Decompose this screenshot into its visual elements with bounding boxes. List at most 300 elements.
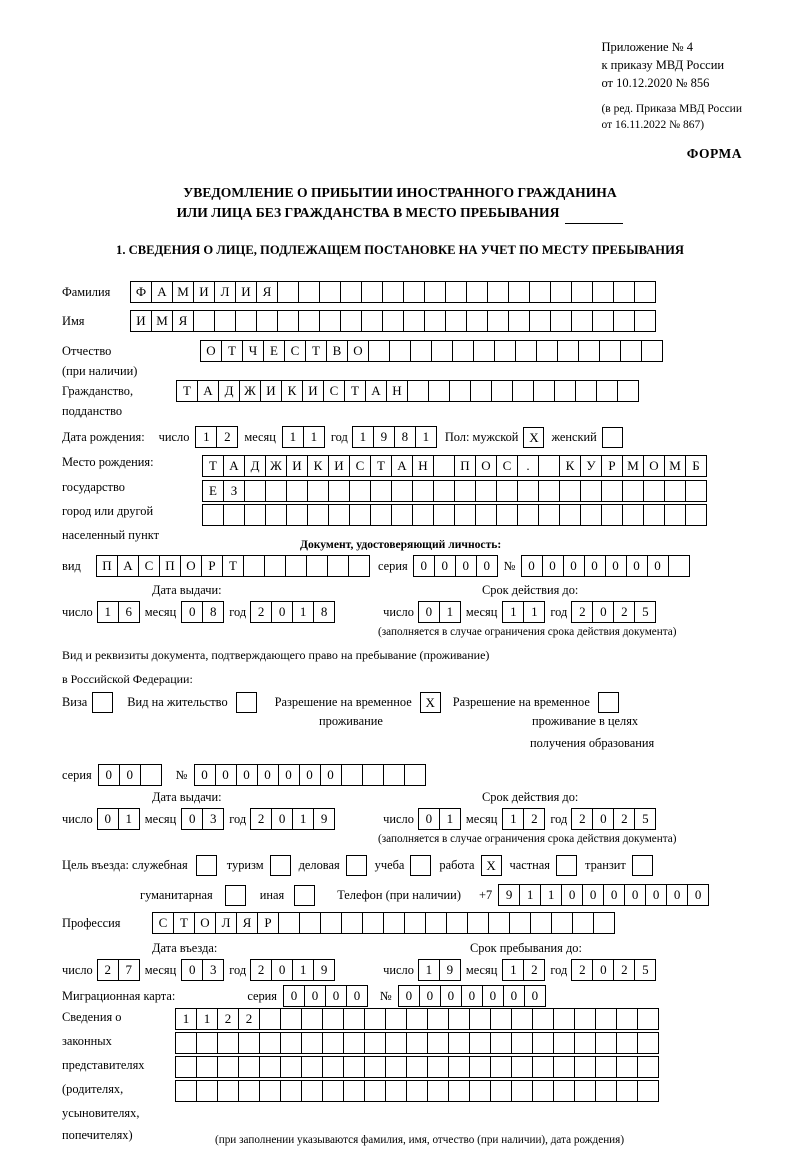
char-cell[interactable]: 1 — [439, 808, 461, 830]
char-cell[interactable] — [217, 1056, 239, 1078]
char-cell[interactable]: И — [260, 380, 282, 402]
char-cell[interactable] — [494, 340, 516, 362]
char-cell[interactable] — [490, 1056, 512, 1078]
char-cell[interactable] — [488, 912, 510, 934]
char-cell[interactable]: 0 — [563, 555, 585, 577]
char-cell[interactable]: 5 — [634, 959, 656, 981]
char-cell[interactable]: . — [517, 455, 539, 477]
char-cell[interactable]: 2 — [613, 808, 635, 830]
char-cell[interactable] — [364, 1008, 386, 1030]
char-cell[interactable]: 2 — [613, 959, 635, 981]
char-cell[interactable] — [322, 1056, 344, 1078]
char-cell[interactable] — [427, 1056, 449, 1078]
char-cell[interactable]: И — [235, 281, 257, 303]
char-cell[interactable]: Т — [176, 380, 198, 402]
entry-day-input[interactable] — [97, 959, 140, 981]
char-cell[interactable] — [349, 504, 371, 526]
char-cell[interactable]: 0 — [278, 764, 300, 786]
char-cell[interactable]: 0 — [236, 764, 258, 786]
char-cell[interactable] — [643, 504, 665, 526]
birth-day-input[interactable] — [195, 426, 238, 448]
char-cell[interactable]: 0 — [181, 959, 203, 981]
char-cell[interactable] — [341, 764, 363, 786]
birth-month-input[interactable] — [282, 426, 325, 448]
char-cell[interactable]: 1 — [415, 426, 437, 448]
char-cell[interactable] — [348, 555, 370, 577]
char-cell[interactable]: Ж — [239, 380, 261, 402]
char-cell[interactable] — [265, 480, 287, 502]
char-cell[interactable] — [620, 340, 642, 362]
char-cell[interactable]: А — [223, 455, 245, 477]
char-cell[interactable]: О — [643, 455, 665, 477]
char-cell[interactable] — [391, 504, 413, 526]
char-cell[interactable] — [466, 310, 488, 332]
doc-issue-month-input[interactable] — [181, 601, 224, 623]
char-cell[interactable]: 9 — [439, 959, 461, 981]
char-cell[interactable] — [641, 340, 663, 362]
char-cell[interactable]: 0 — [97, 808, 119, 830]
char-cell[interactable]: 0 — [647, 555, 669, 577]
char-cell[interactable]: К — [307, 455, 329, 477]
char-cell[interactable] — [256, 310, 278, 332]
char-cell[interactable] — [551, 912, 573, 934]
char-cell[interactable]: 0 — [503, 985, 525, 1007]
char-cell[interactable]: 0 — [434, 555, 456, 577]
char-cell[interactable]: Т — [370, 455, 392, 477]
char-cell[interactable] — [410, 340, 432, 362]
edu-residence-checkbox[interactable] — [598, 692, 619, 713]
char-cell[interactable]: М — [151, 310, 173, 332]
char-cell[interactable] — [532, 1080, 554, 1102]
char-cell[interactable] — [406, 1032, 428, 1054]
char-cell[interactable] — [487, 310, 509, 332]
char-cell[interactable]: А — [151, 281, 173, 303]
char-cell[interactable] — [433, 455, 455, 477]
char-cell[interactable]: П — [454, 455, 476, 477]
char-cell[interactable]: П — [96, 555, 118, 577]
char-cell[interactable]: Т — [173, 912, 195, 934]
char-cell[interactable]: 0 — [194, 764, 216, 786]
char-cell[interactable]: 0 — [645, 884, 667, 906]
char-cell[interactable] — [265, 504, 287, 526]
char-cell[interactable] — [574, 1056, 596, 1078]
char-cell[interactable] — [322, 1008, 344, 1030]
purpose-business-checkbox[interactable] — [346, 855, 367, 876]
doc-kind-input[interactable] — [96, 555, 370, 577]
char-cell[interactable]: К — [559, 455, 581, 477]
char-cell[interactable]: 8 — [394, 426, 416, 448]
purpose-other-checkbox[interactable] — [294, 885, 315, 906]
char-cell[interactable] — [553, 1008, 575, 1030]
char-cell[interactable] — [433, 480, 455, 502]
char-cell[interactable] — [306, 555, 328, 577]
char-cell[interactable] — [664, 480, 686, 502]
char-cell[interactable]: О — [194, 912, 216, 934]
char-cell[interactable] — [364, 1080, 386, 1102]
char-cell[interactable] — [307, 480, 329, 502]
char-cell[interactable]: 2 — [571, 808, 593, 830]
char-cell[interactable] — [469, 1032, 491, 1054]
char-cell[interactable] — [470, 380, 492, 402]
char-cell[interactable]: 0 — [98, 764, 120, 786]
char-cell[interactable] — [385, 1056, 407, 1078]
char-cell[interactable] — [427, 1080, 449, 1102]
char-cell[interactable] — [685, 480, 707, 502]
char-cell[interactable]: 0 — [605, 555, 627, 577]
char-cell[interactable] — [322, 1032, 344, 1054]
char-cell[interactable]: 0 — [584, 555, 606, 577]
char-cell[interactable] — [264, 555, 286, 577]
char-cell[interactable] — [244, 504, 266, 526]
char-cell[interactable] — [595, 1056, 617, 1078]
char-cell[interactable]: 1 — [97, 601, 119, 623]
char-cell[interactable]: 0 — [524, 985, 546, 1007]
char-cell[interactable] — [469, 1080, 491, 1102]
char-cell[interactable] — [613, 281, 635, 303]
char-cell[interactable]: 0 — [603, 884, 625, 906]
char-cell[interactable]: А — [365, 380, 387, 402]
char-cell[interactable] — [383, 764, 405, 786]
char-cell[interactable]: И — [130, 310, 152, 332]
char-cell[interactable]: 0 — [283, 985, 305, 1007]
char-cell[interactable]: 1 — [292, 808, 314, 830]
char-cell[interactable]: 2 — [571, 601, 593, 623]
char-cell[interactable]: М — [664, 455, 686, 477]
char-cell[interactable]: Н — [386, 380, 408, 402]
char-cell[interactable] — [244, 480, 266, 502]
migration-number-input[interactable] — [398, 985, 546, 1007]
char-cell[interactable]: 0 — [418, 601, 440, 623]
char-cell[interactable] — [196, 1080, 218, 1102]
doc-valid-month-input[interactable] — [502, 601, 545, 623]
char-cell[interactable]: Т — [202, 455, 224, 477]
char-cell[interactable]: М — [622, 455, 644, 477]
char-cell[interactable] — [685, 504, 707, 526]
purpose-humanitarian-checkbox[interactable] — [225, 885, 246, 906]
char-cell[interactable] — [475, 480, 497, 502]
visa-checkbox[interactable] — [92, 692, 113, 713]
char-cell[interactable] — [572, 912, 594, 934]
char-cell[interactable] — [601, 480, 623, 502]
char-cell[interactable] — [536, 340, 558, 362]
char-cell[interactable] — [259, 1056, 281, 1078]
char-cell[interactable] — [383, 912, 405, 934]
char-cell[interactable] — [580, 504, 602, 526]
char-cell[interactable] — [412, 480, 434, 502]
char-cell[interactable]: 0 — [561, 884, 583, 906]
char-cell[interactable] — [574, 1008, 596, 1030]
char-cell[interactable] — [637, 1056, 659, 1078]
doc-number-input[interactable] — [521, 555, 690, 577]
purpose-service-checkbox[interactable] — [196, 855, 217, 876]
patronymic-input[interactable] — [200, 340, 663, 362]
char-cell[interactable]: 0 — [476, 555, 498, 577]
char-cell[interactable] — [571, 310, 593, 332]
char-cell[interactable] — [592, 281, 614, 303]
char-cell[interactable]: Р — [257, 912, 279, 934]
char-cell[interactable] — [362, 912, 384, 934]
char-cell[interactable]: В — [326, 340, 348, 362]
char-cell[interactable] — [475, 504, 497, 526]
char-cell[interactable] — [259, 1080, 281, 1102]
char-cell[interactable] — [469, 1056, 491, 1078]
char-cell[interactable]: 2 — [217, 1008, 239, 1030]
char-cell[interactable]: О — [475, 455, 497, 477]
stay-month-input[interactable] — [502, 959, 545, 981]
char-cell[interactable] — [574, 1032, 596, 1054]
char-cell[interactable] — [370, 504, 392, 526]
char-cell[interactable]: Ф — [130, 281, 152, 303]
char-cell[interactable] — [368, 340, 390, 362]
char-cell[interactable] — [382, 310, 404, 332]
char-cell[interactable] — [491, 380, 513, 402]
char-cell[interactable]: У — [580, 455, 602, 477]
char-cell[interactable] — [299, 912, 321, 934]
legal-rep-input-line1[interactable] — [175, 1008, 659, 1030]
char-cell[interactable]: 1 — [195, 426, 217, 448]
char-cell[interactable] — [490, 1080, 512, 1102]
char-cell[interactable] — [532, 1008, 554, 1030]
char-cell[interactable]: М — [172, 281, 194, 303]
char-cell[interactable] — [327, 555, 349, 577]
char-cell[interactable]: 0 — [482, 985, 504, 1007]
char-cell[interactable]: А — [391, 455, 413, 477]
char-cell[interactable]: Н — [412, 455, 434, 477]
char-cell[interactable] — [613, 310, 635, 332]
char-cell[interactable]: 0 — [687, 884, 709, 906]
char-cell[interactable] — [140, 764, 162, 786]
char-cell[interactable] — [445, 310, 467, 332]
char-cell[interactable] — [553, 1032, 575, 1054]
sex-male-checkbox[interactable]: X — [523, 427, 544, 448]
char-cell[interactable] — [490, 1008, 512, 1030]
char-cell[interactable] — [595, 1032, 617, 1054]
char-cell[interactable] — [433, 504, 455, 526]
char-cell[interactable] — [340, 281, 362, 303]
birth-year-input[interactable] — [352, 426, 437, 448]
char-cell[interactable]: 8 — [313, 601, 335, 623]
char-cell[interactable] — [361, 281, 383, 303]
char-cell[interactable]: Я — [236, 912, 258, 934]
char-cell[interactable]: Т — [305, 340, 327, 362]
char-cell[interactable] — [403, 281, 425, 303]
char-cell[interactable]: 0 — [521, 555, 543, 577]
char-cell[interactable]: И — [328, 455, 350, 477]
char-cell[interactable]: 1 — [292, 601, 314, 623]
char-cell[interactable]: И — [286, 455, 308, 477]
char-cell[interactable] — [277, 310, 299, 332]
char-cell[interactable] — [616, 1032, 638, 1054]
char-cell[interactable] — [343, 1008, 365, 1030]
char-cell[interactable] — [238, 1080, 260, 1102]
char-cell[interactable] — [370, 480, 392, 502]
char-cell[interactable] — [298, 281, 320, 303]
char-cell[interactable] — [349, 480, 371, 502]
char-cell[interactable]: 9 — [498, 884, 520, 906]
char-cell[interactable] — [301, 1056, 323, 1078]
char-cell[interactable] — [277, 281, 299, 303]
char-cell[interactable]: 2 — [250, 808, 272, 830]
char-cell[interactable] — [496, 480, 518, 502]
char-cell[interactable] — [340, 310, 362, 332]
char-cell[interactable] — [364, 1032, 386, 1054]
profession-input[interactable] — [152, 912, 615, 934]
char-cell[interactable]: 5 — [634, 808, 656, 830]
char-cell[interactable] — [538, 455, 560, 477]
char-cell[interactable]: А — [117, 555, 139, 577]
phone-input[interactable] — [498, 884, 709, 906]
char-cell[interactable] — [511, 1056, 533, 1078]
permit-valid-month-input[interactable] — [502, 808, 545, 830]
char-cell[interactable]: О — [180, 555, 202, 577]
entry-month-input[interactable] — [181, 959, 224, 981]
char-cell[interactable] — [286, 504, 308, 526]
char-cell[interactable]: 0 — [582, 884, 604, 906]
char-cell[interactable] — [496, 504, 518, 526]
char-cell[interactable] — [425, 912, 447, 934]
char-cell[interactable]: 0 — [325, 985, 347, 1007]
char-cell[interactable]: 1 — [439, 601, 461, 623]
birthplace-input-line3[interactable] — [202, 504, 707, 526]
char-cell[interactable]: Л — [215, 912, 237, 934]
migration-series-input[interactable] — [283, 985, 368, 1007]
char-cell[interactable]: И — [193, 281, 215, 303]
char-cell[interactable]: 0 — [320, 764, 342, 786]
char-cell[interactable] — [341, 912, 363, 934]
char-cell[interactable]: 0 — [119, 764, 141, 786]
char-cell[interactable] — [175, 1056, 197, 1078]
char-cell[interactable]: 0 — [215, 764, 237, 786]
char-cell[interactable] — [511, 1080, 533, 1102]
char-cell[interactable]: Р — [601, 455, 623, 477]
char-cell[interactable]: 0 — [666, 884, 688, 906]
char-cell[interactable] — [575, 380, 597, 402]
char-cell[interactable] — [532, 1032, 554, 1054]
char-cell[interactable]: Е — [263, 340, 285, 362]
char-cell[interactable]: 0 — [461, 985, 483, 1007]
char-cell[interactable]: 0 — [624, 884, 646, 906]
char-cell[interactable] — [412, 504, 434, 526]
char-cell[interactable]: 0 — [440, 985, 462, 1007]
char-cell[interactable] — [175, 1032, 197, 1054]
char-cell[interactable]: 0 — [257, 764, 279, 786]
char-cell[interactable] — [637, 1008, 659, 1030]
char-cell[interactable] — [286, 480, 308, 502]
char-cell[interactable]: 0 — [398, 985, 420, 1007]
char-cell[interactable]: 0 — [626, 555, 648, 577]
char-cell[interactable] — [280, 1032, 302, 1054]
char-cell[interactable] — [512, 380, 534, 402]
char-cell[interactable] — [406, 1056, 428, 1078]
purpose-work-checkbox[interactable]: X — [481, 855, 502, 876]
doc-valid-year-input[interactable] — [571, 601, 656, 623]
char-cell[interactable] — [595, 1008, 617, 1030]
purpose-transit-checkbox[interactable] — [632, 855, 653, 876]
purpose-study-checkbox[interactable] — [410, 855, 431, 876]
char-cell[interactable] — [389, 340, 411, 362]
char-cell[interactable]: 2 — [613, 601, 635, 623]
char-cell[interactable] — [668, 555, 690, 577]
birthplace-input-line2[interactable] — [202, 480, 707, 502]
char-cell[interactable] — [328, 480, 350, 502]
char-cell[interactable] — [538, 480, 560, 502]
char-cell[interactable] — [404, 764, 426, 786]
char-cell[interactable]: 0 — [542, 555, 564, 577]
char-cell[interactable] — [278, 912, 300, 934]
char-cell[interactable] — [571, 281, 593, 303]
permit-issue-day-input[interactable] — [97, 808, 140, 830]
legal-rep-input-line3[interactable] — [175, 1056, 659, 1078]
char-cell[interactable] — [601, 504, 623, 526]
char-cell[interactable] — [301, 1032, 323, 1054]
char-cell[interactable] — [511, 1032, 533, 1054]
char-cell[interactable]: 1 — [540, 884, 562, 906]
doc-series-input[interactable] — [413, 555, 498, 577]
char-cell[interactable]: Я — [256, 281, 278, 303]
char-cell[interactable] — [599, 340, 621, 362]
char-cell[interactable] — [634, 281, 656, 303]
char-cell[interactable] — [517, 480, 539, 502]
permit-issue-year-input[interactable] — [250, 808, 335, 830]
char-cell[interactable]: Р — [201, 555, 223, 577]
char-cell[interactable]: 1 — [418, 959, 440, 981]
char-cell[interactable]: 0 — [271, 601, 293, 623]
char-cell[interactable] — [238, 1032, 260, 1054]
char-cell[interactable]: 1 — [196, 1008, 218, 1030]
char-cell[interactable] — [424, 310, 446, 332]
char-cell[interactable]: 0 — [271, 808, 293, 830]
char-cell[interactable]: 0 — [592, 959, 614, 981]
char-cell[interactable]: Д — [244, 455, 266, 477]
stay-day-input[interactable] — [418, 959, 461, 981]
char-cell[interactable]: 9 — [373, 426, 395, 448]
char-cell[interactable]: 0 — [181, 808, 203, 830]
char-cell[interactable] — [508, 310, 530, 332]
char-cell[interactable] — [343, 1080, 365, 1102]
char-cell[interactable] — [637, 1032, 659, 1054]
char-cell[interactable]: 0 — [271, 959, 293, 981]
char-cell[interactable]: 9 — [313, 808, 335, 830]
birthplace-input-line1[interactable] — [202, 455, 707, 477]
char-cell[interactable] — [404, 912, 426, 934]
char-cell[interactable] — [487, 281, 509, 303]
char-cell[interactable]: 6 — [118, 601, 140, 623]
char-cell[interactable] — [385, 1008, 407, 1030]
char-cell[interactable] — [454, 504, 476, 526]
char-cell[interactable] — [361, 310, 383, 332]
temp-residence-checkbox[interactable]: X — [420, 692, 441, 713]
char-cell[interactable]: Б — [685, 455, 707, 477]
char-cell[interactable]: 0 — [419, 985, 441, 1007]
char-cell[interactable]: 0 — [592, 808, 614, 830]
char-cell[interactable] — [382, 281, 404, 303]
char-cell[interactable] — [553, 1056, 575, 1078]
char-cell[interactable] — [592, 310, 614, 332]
char-cell[interactable]: 2 — [250, 959, 272, 981]
char-cell[interactable] — [391, 480, 413, 502]
permit-series-input[interactable] — [98, 764, 162, 786]
char-cell[interactable] — [554, 380, 576, 402]
char-cell[interactable] — [385, 1080, 407, 1102]
char-cell[interactable] — [407, 380, 429, 402]
char-cell[interactable] — [473, 340, 495, 362]
char-cell[interactable] — [307, 504, 329, 526]
char-cell[interactable]: 2 — [571, 959, 593, 981]
char-cell[interactable]: С — [138, 555, 160, 577]
char-cell[interactable]: 1 — [292, 959, 314, 981]
sex-female-checkbox[interactable] — [602, 427, 623, 448]
char-cell[interactable] — [509, 912, 531, 934]
